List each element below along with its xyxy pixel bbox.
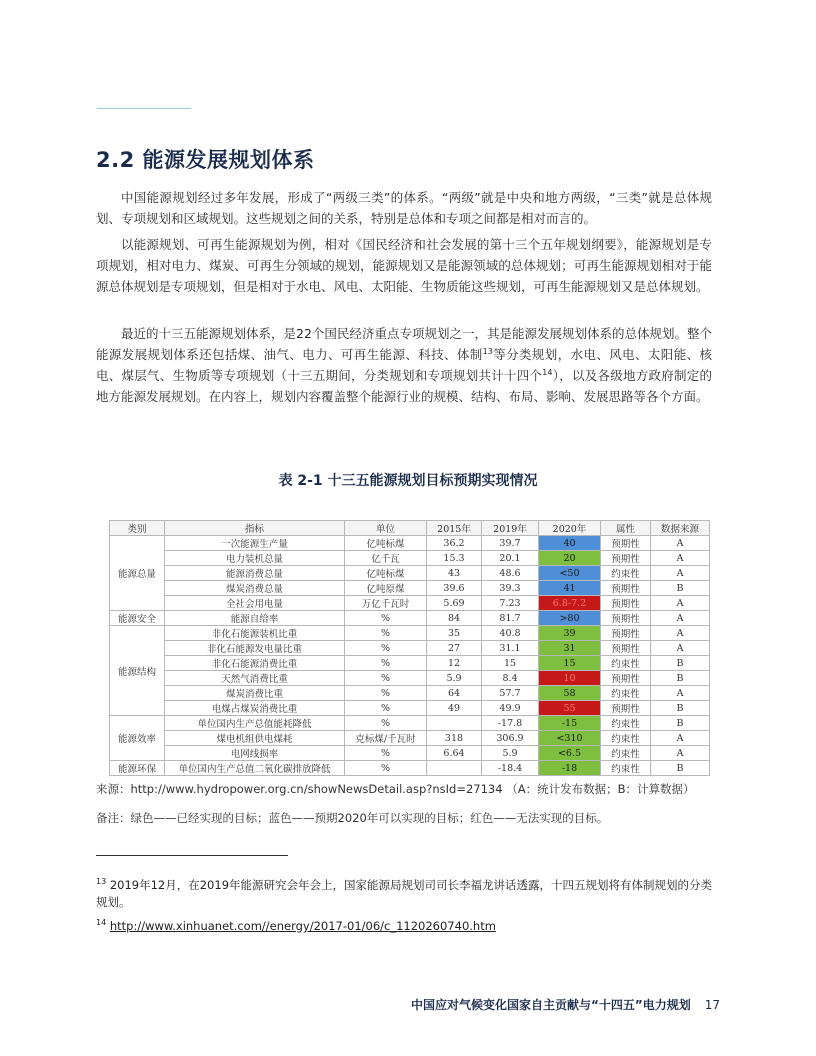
source-note: 来源：http://www.hydropower.org.cn/showNewsDetail.asp?nsId=27134 （A：统计发布数据；B：计算数据）	[96, 782, 695, 796]
value-2019-cell: 31.1	[482, 641, 539, 656]
data-source-cell: B	[651, 656, 710, 671]
data-source-cell: A	[651, 641, 710, 656]
target-2020-cell: <6.5	[539, 746, 601, 761]
indicator-cell: 煤电机组供电煤耗	[165, 731, 345, 746]
paragraph-3-part-a: 最近的十三五能源规划体系，是22个国民经济重点专项规划之一，其是能源发展规划体系的总体规划。整个能源发展规划体系还包括煤、油气、电力、可再生能源、科技、体制	[96, 326, 712, 362]
indicator-cell: 全社会用电量	[165, 596, 345, 611]
unit-cell: %	[345, 701, 427, 716]
value-2015-cell: 5.69	[427, 596, 482, 611]
value-2015-cell: 35	[427, 626, 482, 641]
unit-cell: 亿千瓦	[345, 551, 427, 566]
unit-cell: 亿吨标煤	[345, 536, 427, 551]
target-2020-cell: <50	[539, 566, 601, 581]
target-2020-cell: 10	[539, 671, 601, 686]
target-2020-cell: 55	[539, 701, 601, 716]
table-row	[110, 656, 710, 671]
data-source-cell: A	[651, 551, 710, 566]
unit-cell: 万亿千瓦时	[345, 596, 427, 611]
table-row	[110, 686, 710, 701]
footnote-ref-13[interactable]: 13	[482, 346, 493, 356]
attribute-cell: 预期性	[601, 581, 651, 596]
indicator-cell: 非化石能源装机比重	[165, 626, 345, 641]
value-2015-cell: 36.2	[427, 536, 482, 551]
indicator-cell: 非化石能源消费比重	[165, 656, 345, 671]
table-row	[110, 641, 710, 656]
data-source-cell: A	[651, 686, 710, 701]
attribute-cell: 约束性	[601, 566, 651, 581]
unit-cell: %	[345, 626, 427, 641]
attribute-cell: 约束性	[601, 656, 651, 671]
footer-title: 中国应对气候变化国家自主贡献与“十四五”电力规划	[410, 998, 691, 1012]
paragraph-1: 中国能源规划经过多年发展，形成了“两级三类”的体系。“两级”就是中央和地方两级，“三类”就是总体规划、专项规划和区域规划。这些规划之间的关系，特别是总体和专项之间都是相对而言的。	[96, 190, 712, 226]
indicator-cell: 煤炭消费比重	[165, 686, 345, 701]
target-2020-cell: 31	[539, 641, 601, 656]
paragraph-3-part-c: ），以及各级地方政府制定的地方能源发展规划。在内容上，规划内容覆盖整个能源行业的规模、结构、布局、影响、发展思路等各个方面。	[96, 368, 712, 404]
value-2015-cell: 5.9	[427, 671, 482, 686]
data-source-cell: A	[651, 626, 710, 641]
target-2020-cell: 39	[539, 626, 601, 641]
data-source-cell: B	[651, 581, 710, 596]
value-2019-cell: -18.4	[482, 761, 539, 776]
table-header-row	[110, 521, 710, 536]
value-2019-cell: 81.7	[482, 611, 539, 626]
value-2019-cell: 8.4	[482, 671, 539, 686]
attribute-cell: 约束性	[601, 716, 651, 731]
unit-cell: %	[345, 746, 427, 761]
paragraph-2: 以能源规划、可再生能源规划为例，相对《国民经济和社会发展的第十三个五年规划纲要》，能源规划是专项规划，相对电力、煤炭、可再生分领域的规划，能源规划又是能源领域的总体规划；可再生能源规划相对于能源总体规划是专项规划，但是相对于水电、风电、太阳能、生物质能这些规划，可再生能源规划又是总体规划。	[96, 237, 712, 294]
data-source-cell: B	[651, 716, 710, 731]
attribute-cell: 预期性	[601, 641, 651, 656]
indicator-cell: 能源消费总量	[165, 566, 345, 581]
value-2015-cell: 15.3	[427, 551, 482, 566]
header-2019: 2019年	[482, 521, 539, 536]
header-indicator: 指标	[165, 521, 345, 536]
energy-targets-table	[109, 520, 710, 776]
footnote-13	[96, 873, 716, 911]
table-row	[110, 671, 710, 686]
table-row	[110, 596, 710, 611]
value-2015-cell: 6.64	[427, 746, 482, 761]
target-2020-cell: 6.8-7.2	[539, 596, 601, 611]
page-footer	[411, 996, 720, 1013]
value-2019-cell: 15	[482, 656, 539, 671]
data-source-cell: B	[651, 701, 710, 716]
value-2015-cell	[427, 716, 482, 731]
target-2020-cell: 15	[539, 656, 601, 671]
category-cell: 能源安全	[110, 611, 165, 626]
value-2019-cell: 39.7	[482, 536, 539, 551]
value-2015-cell: 64	[427, 686, 482, 701]
value-2015-cell	[427, 761, 482, 776]
table-row	[110, 746, 710, 761]
target-2020-cell: 20	[539, 551, 601, 566]
category-cell: 能源结构	[110, 626, 165, 716]
unit-cell: %	[345, 641, 427, 656]
data-source-cell: B	[651, 761, 710, 776]
value-2019-cell: 57.7	[482, 686, 539, 701]
header-2015: 2015年	[427, 521, 482, 536]
table-row	[110, 716, 710, 731]
indicator-cell: 一次能源生产量	[165, 536, 345, 551]
footnote-13-number: 13	[96, 877, 107, 886]
data-source-cell: A	[651, 596, 710, 611]
target-2020-cell: 58	[539, 686, 601, 701]
header-category: 类别	[110, 521, 165, 536]
indicator-cell: 电煤占煤炭消费比重	[165, 701, 345, 716]
unit-cell: 亿吨原煤	[345, 581, 427, 596]
target-2020-cell: 41	[539, 581, 601, 596]
footnote-14-number: 14	[96, 918, 107, 927]
unit-cell: %	[345, 716, 427, 731]
attribute-cell: 预期性	[601, 671, 651, 686]
table-row	[110, 731, 710, 746]
attribute-cell: 预期性	[601, 701, 651, 716]
table-row	[110, 626, 710, 641]
value-2015-cell: 49	[427, 701, 482, 716]
unit-cell: 亿吨标煤	[345, 566, 427, 581]
attribute-cell: 预期性	[601, 611, 651, 626]
value-2015-cell: 43	[427, 566, 482, 581]
indicator-cell: 煤炭消费总量	[165, 581, 345, 596]
value-2019-cell: 49.9	[482, 701, 539, 716]
table-row	[110, 536, 710, 551]
footnote-ref-14[interactable]: 14	[542, 367, 553, 377]
page-number: 17	[704, 998, 720, 1012]
unit-cell: %	[345, 671, 427, 686]
header-attribute: 属性	[601, 521, 651, 536]
footnote-divider	[96, 855, 288, 856]
table-row	[110, 761, 710, 776]
unit-cell: 克标煤/千瓦时	[345, 731, 427, 746]
table-body	[110, 536, 710, 776]
attribute-cell: 约束性	[601, 761, 651, 776]
value-2019-cell: -17.8	[482, 716, 539, 731]
value-2019-cell: 40.8	[482, 626, 539, 641]
table-title: 表 2-1 十三五能源规划目标预期实现情况	[278, 473, 538, 489]
value-2015-cell: 84	[427, 611, 482, 626]
footnote-13-text: 2019年12月，在2019年能源研究会年会上，国家能源局规划司司长李福龙讲话透露，十四五规划将有体制规划的分类规划。	[96, 877, 713, 909]
value-2015-cell: 27	[427, 641, 482, 656]
target-2020-cell: 40	[539, 536, 601, 551]
table-row	[110, 566, 710, 581]
attribute-cell: 预期性	[601, 536, 651, 551]
value-2015-cell: 318	[427, 731, 482, 746]
paragraph-3-part-b: 等分类规划，水电、风电、太阳能、核电、煤层气、生物质等专项规划（十三五期间，分类规划和专项规划共计十四个	[96, 347, 712, 383]
target-2020-cell: >80	[539, 611, 601, 626]
value-2019-cell: 20.1	[482, 551, 539, 566]
indicator-cell: 非化石能源发电量比重	[165, 641, 345, 656]
top-divider	[97, 108, 191, 109]
data-source-cell: A	[651, 536, 710, 551]
attribute-cell: 约束性	[601, 746, 651, 761]
target-2020-cell: -18	[539, 761, 601, 776]
data-source-cell: A	[651, 746, 710, 761]
paragraph-3	[96, 323, 712, 407]
data-source-cell: A	[651, 566, 710, 581]
indicator-cell: 能源自给率	[165, 611, 345, 626]
attribute-cell: 约束性	[601, 686, 651, 701]
data-source-cell: A	[651, 731, 710, 746]
unit-cell: %	[345, 686, 427, 701]
header-unit: 单位	[345, 521, 427, 536]
footnote-14	[96, 914, 716, 935]
header-data-source: 数据来源	[651, 521, 710, 536]
footnote-14-link[interactable]: http://www.xinhuanet.com//energy/2017-01/06/c_1120260740.htm	[109, 918, 496, 933]
header-2020: 2020年	[539, 521, 601, 536]
value-2019-cell: 5.9	[482, 746, 539, 761]
indicator-cell: 天然气消费比重	[165, 671, 345, 686]
value-2015-cell: 12	[427, 656, 482, 671]
value-2019-cell: 39.3	[482, 581, 539, 596]
unit-cell: %	[345, 611, 427, 626]
table-row	[110, 581, 710, 596]
attribute-cell: 预期性	[601, 626, 651, 641]
value-2019-cell: 306.9	[482, 731, 539, 746]
value-2019-cell: 7.23	[482, 596, 539, 611]
indicator-cell: 单位国内生产总值能耗降低	[165, 716, 345, 731]
color-legend-note: 备注：绿色——已经实现的目标；蓝色——预期2020年可以实现的目标；红色——无法实现的目标。	[96, 811, 609, 825]
category-cell: 能源总量	[110, 536, 165, 611]
category-cell: 能源环保	[110, 761, 165, 776]
table-row	[110, 701, 710, 716]
data-source-cell: A	[651, 611, 710, 626]
target-2020-cell: -15	[539, 716, 601, 731]
unit-cell: %	[345, 761, 427, 776]
indicator-cell: 单位国内生产总值二氧化碳排放降低	[165, 761, 345, 776]
section-title: 2.2 能源发展规划体系	[96, 148, 315, 172]
data-source-cell: B	[651, 671, 710, 686]
target-2020-cell: <310	[539, 731, 601, 746]
attribute-cell: 预期性	[601, 551, 651, 566]
table-row	[110, 611, 710, 626]
category-cell: 能源效率	[110, 716, 165, 761]
attribute-cell: 约束性	[601, 731, 651, 746]
indicator-cell: 电力装机总量	[165, 551, 345, 566]
indicator-cell: 电网线损率	[165, 746, 345, 761]
value-2015-cell: 39.6	[427, 581, 482, 596]
unit-cell: %	[345, 656, 427, 671]
value-2019-cell: 48.6	[482, 566, 539, 581]
table-row	[110, 551, 710, 566]
attribute-cell: 预期性	[601, 596, 651, 611]
